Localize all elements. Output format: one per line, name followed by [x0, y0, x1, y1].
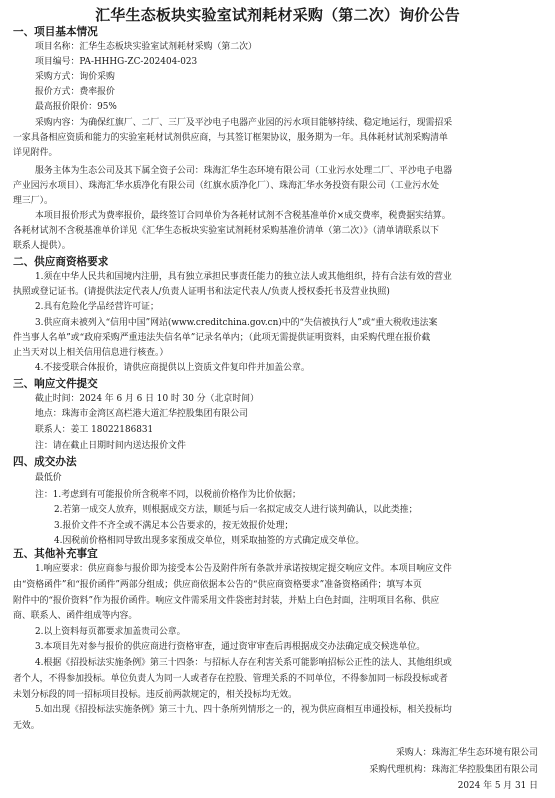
- stamp-requirement: 2.以上资料每页都要求加盖贵司公章。: [35, 627, 186, 637]
- content-line-3: 详见附件。: [13, 148, 58, 158]
- qualification-review: 3.本项目先对参与报价的供应商进行资格审查，通过资审审查后再根据成交办法确定成交候选单位。: [35, 642, 426, 652]
- regulation-34-line-1: 4.根据《招投标法实施条例》第三十四条：与招标人存在利害关系可能影响招标公正性的法人、其他组织或: [35, 658, 452, 668]
- subject-line-2: 产业园污水项目）、珠海汇华水质净化有限公司（红旗水质净化厂）、珠海汇华水务投资有限公司（工业污水处: [13, 181, 439, 191]
- award-note-1: 注：1.考虑到有可能报价所含税率不同，以税前价格作为比价依据；: [35, 490, 301, 500]
- req-2: 2.具有危险化学品经营许可证；: [35, 302, 159, 312]
- procurement-method: 采购方式：询价采购: [35, 72, 115, 82]
- content-line-2: 一家具备相应资质和能力的实验室耗材试剂供应商，与其签订框架协议，服务期为一年。具体耗材试剂采购清单: [13, 133, 448, 143]
- project-name: 项目名称：汇华生态板块实验室试剂耗材采购（第二次）: [35, 42, 257, 52]
- regulation-39-line-2: 无效。: [13, 721, 40, 731]
- req-4: 4.不接受联合体报价，请供应商提供以上资质文件复印件并加盖公章。: [35, 363, 310, 373]
- regulation-34-line-2: 者个人，不得参加投标。单位负责人为同一人或者存在控股、管理关系的不同单位，不得参加同一标段投标或者: [13, 674, 448, 684]
- subject-line-3: 理三厂）。: [13, 196, 53, 206]
- page-title: 汇华生态板块实验室试剂耗材采购（第二次）询价公告: [95, 6, 460, 24]
- regulation-39-line-1: 5.如出现《招投标法实施条例》第三十九、四十条所列情形之一的，视为供应商相互串通投标，相关投标均: [35, 705, 452, 715]
- req-3-line-3: 止当天对以上相关信用信息进行核查。）: [13, 348, 169, 358]
- max-rate: 最高报价限价：95%: [35, 102, 117, 112]
- section-5-heading: 五、其他补充事宜: [13, 548, 98, 560]
- submission-note: 注：请在截止日期时间内送达报价文件: [35, 441, 186, 451]
- req-1-line-1: 1.须在中华人民共和国境内注册，具有独立承担民事责任能力的独立法人或其他组织，持有合法有效的营业: [35, 272, 452, 282]
- section-4-heading: 四、成交办法: [13, 456, 77, 468]
- rate-line-1: 本项目报价形式为费率报价，最终签订合同单价为各耗材试剂不含税基准单价×成交费率，税费据实结算。: [35, 211, 451, 221]
- req-3-line-1: 3.供应商未被列入“信用中国”网站(www.creditchina.gov.cn)中的“失信被执行人”或“重大税收违法案: [35, 318, 438, 328]
- subject-line-1: 服务主体为生态公司及其下属全资子公司：珠海汇华生态环境有限公司（工业污水处理二厂、平沙电子电器: [35, 166, 453, 176]
- deadline: 截止时间：2024 年 6 月 6 日 10 时 30 分（北京时间）: [35, 394, 259, 404]
- section-1-heading: 一、项目基本情况: [13, 26, 98, 38]
- quote-method: 报价方式：费率报价: [35, 87, 115, 97]
- response-line-3: 附件中的“报价资料”作为报价函件。响应文件需采用文件袋密封封装，并贴上白色封面，注明项目名称、供应: [13, 596, 440, 606]
- section-2-heading: 二、供应商资格要求: [13, 256, 109, 268]
- req-3-line-2: 件当事人名单”或“政府采购严重违法失信名单”记录名单内；（此项无需提供证明资料，由采购代理在报价截: [13, 333, 431, 343]
- award-note-2: 2.若第一成交人放弃，则根据成交方法，顺延与后一名拟定成交人进行谈判确认，以此类推；: [54, 505, 418, 515]
- content-line-1: 采购内容：为确保红旗厂、二厂、三厂及平沙电子电器产业园的污水项目能够持续、稳定地运行，现需招采: [35, 118, 453, 128]
- award-note-3: 3.报价文件不齐全或不满足本公告要求的，按无效报价处理；: [54, 521, 294, 531]
- rate-line-2: 各耗材试剂不含税基准单价详见《汇华生态板块实验室试剂耗材采购基准价清单（第二次）》（清单请联系以下: [13, 226, 439, 236]
- award-note-4: 4.因税前价格相同导致出现多家预成交单位，则采取抽签的方式确定成交单位。: [54, 536, 365, 546]
- section-3-heading: 三、响应文件提交: [13, 378, 98, 390]
- response-line-1: 1.响应要求：供应商参与报价即为接受本公告及附件所有条款并承诺按规定提交响应文件。本项目响应文件: [35, 564, 452, 574]
- response-line-4: 商、联系人、函件组成等内容。: [13, 611, 138, 621]
- project-number: 项目编号：PA-HHHG-ZC-202404-023: [35, 57, 198, 67]
- purchaser: 采购人：珠海汇华生态环境有限公司: [396, 748, 538, 758]
- regulation-34-line-3: 未划分标段的同一招标项目投标。违反前两款规定的，相关投标均无效。: [13, 690, 297, 700]
- notice-date: 2024 年 5 月 31 日: [457, 781, 538, 791]
- address: 地点：珠海市金湾区高栏港大道汇华控股集团有限公司: [35, 409, 248, 419]
- procurement-agency: 采购代理机构：珠海汇华控股集团有限公司: [369, 765, 538, 775]
- rate-line-3: 联系人提供）。: [13, 241, 71, 251]
- award-method: 最低价: [35, 473, 62, 483]
- contact: 联系人：姜工 18022186831: [35, 425, 154, 435]
- req-1-line-2: 执照或登记证书。(请提供法定代表人/负责人证明书和法定代表人/负责人授权委托书及营业执照): [13, 287, 390, 297]
- response-line-2: 由“资格函件”和“报价函件”两部分组成；供应商依据本公告的“供应商资格要求”准备资格函件；填写本页: [13, 580, 422, 590]
